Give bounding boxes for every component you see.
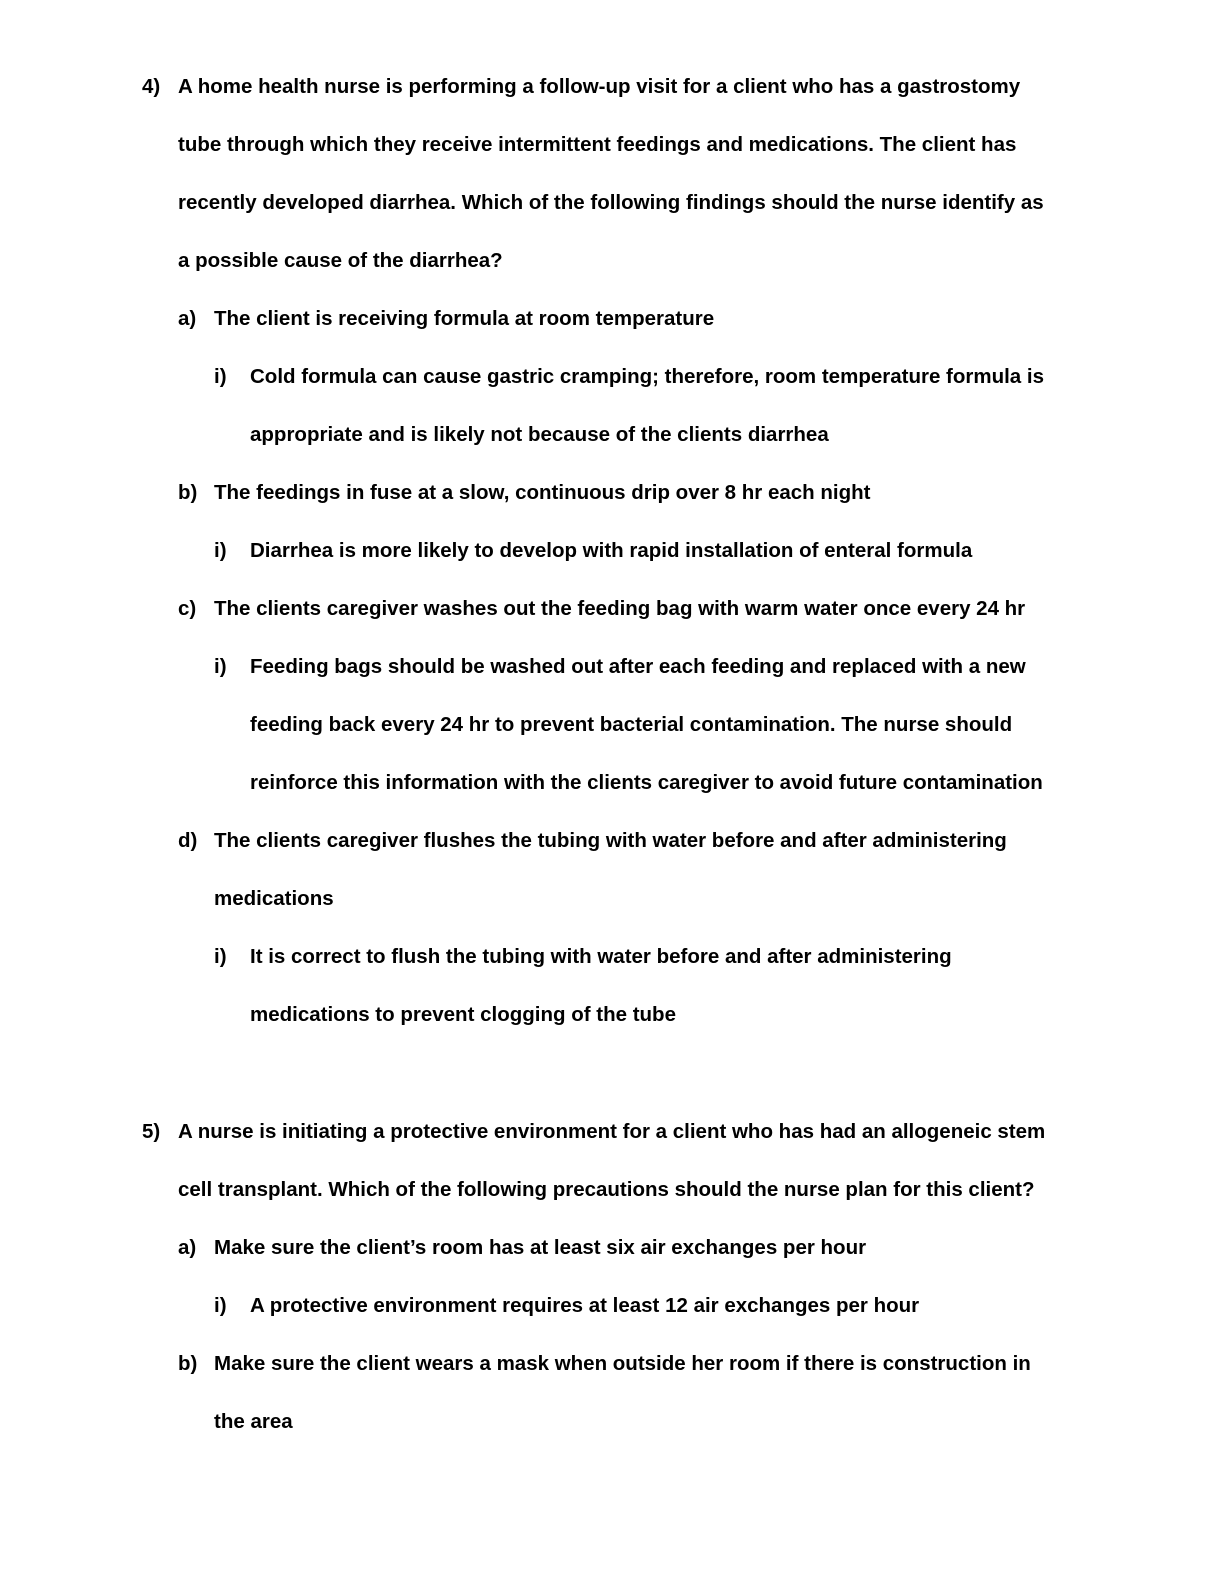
rationale-label: i)	[214, 945, 227, 968]
option-label: a)	[178, 307, 197, 330]
option-label: a)	[178, 1236, 197, 1259]
option-text: Make sure the client’s room has at least six air exchanges per hour	[214, 1236, 867, 1259]
option-label: d)	[178, 829, 198, 852]
option-text: the area	[214, 1410, 293, 1433]
rationale-text: medications to prevent clogging of the tube	[250, 1003, 676, 1026]
rationale-text: Diarrhea is more likely to develop with rapid installation of enteral formula	[250, 539, 973, 562]
question-stem-line: A nurse is initiating a protective environment for a client who has had an allogeneic stem	[178, 1120, 1046, 1143]
option-text: The clients caregiver washes out the feeding bag with warm water once every 24 hr	[214, 597, 1026, 620]
question-stem-line: cell transplant. Which of the following precautions should the nurse plan for this client?	[178, 1178, 1035, 1201]
option-text: The client is receiving formula at room temperature	[214, 307, 715, 330]
question-stem-line: recently developed diarrhea. Which of the following findings should the nurse identify as	[178, 191, 1044, 214]
rationale-label: i)	[214, 539, 227, 562]
rationale-label: i)	[214, 1294, 227, 1317]
rationale-text: reinforce this information with the clients caregiver to avoid future contamination	[250, 771, 1043, 794]
rationale-text: It is correct to flush the tubing with water before and after administering	[250, 945, 952, 968]
rationale-label: i)	[214, 655, 227, 678]
rationale-label: i)	[214, 365, 227, 388]
question-number: 5)	[142, 1120, 161, 1143]
option-text: medications	[214, 887, 334, 910]
option-text: The feedings in fuse at a slow, continuous drip over 8 hr each night	[214, 481, 871, 504]
option-text: The clients caregiver flushes the tubing with water before and after administering	[214, 829, 1007, 852]
rationale-text: Feeding bags should be washed out after each feeding and replaced with a new	[250, 655, 1026, 678]
question-number: 4)	[142, 75, 161, 98]
option-label: b)	[178, 481, 198, 504]
rationale-text: A protective environment requires at least 12 air exchanges per hour	[250, 1294, 920, 1317]
rationale-text: feeding back every 24 hr to prevent bacterial contamination. The nurse should	[250, 713, 1013, 736]
rationale-text: appropriate and is likely not because of the clients diarrhea	[250, 423, 829, 446]
option-label: c)	[178, 597, 197, 620]
option-text: Make sure the client wears a mask when outside her room if there is construction in	[214, 1352, 1031, 1375]
rationale-text: Cold formula can cause gastric cramping; therefore, room temperature formula is	[250, 365, 1045, 388]
question-stem-line: A home health nurse is performing a follow-up visit for a client who has a gastrostomy	[178, 75, 1021, 98]
question-stem-line: tube through which they receive intermittent feedings and medications. The client has	[178, 133, 1017, 156]
option-label: b)	[178, 1352, 198, 1375]
question-stem-line: a possible cause of the diarrhea?	[178, 249, 503, 272]
